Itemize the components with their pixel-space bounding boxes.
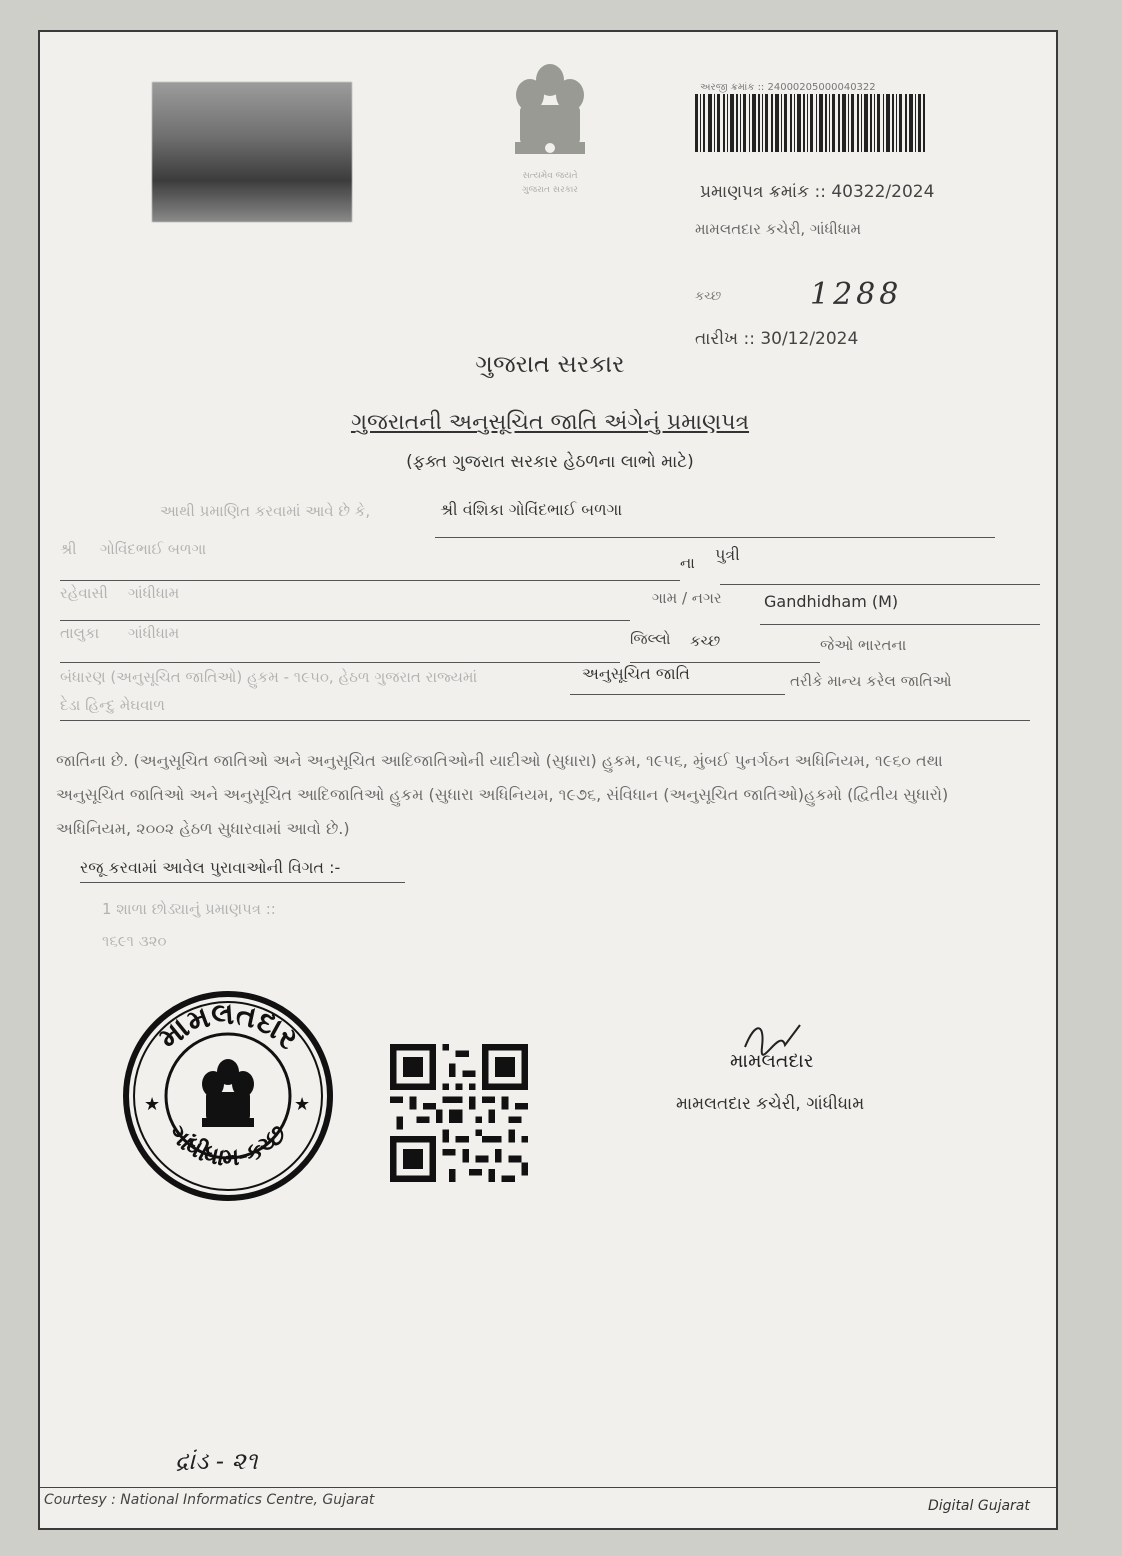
certificate-subtitle: (ફક્ત ગુજરાત સરકાર હેઠળના લાભો માટે)	[406, 452, 694, 472]
certificate-number: પ્રમાણપત્ર ક્રમાંક :: 40322/2024	[700, 182, 935, 202]
caste-name: દેડા હિન્દુ મેઘવાળ	[60, 696, 165, 714]
legal-paragraph	[56, 744, 1036, 846]
evidence-subitem: ૧૬૯૧ ૩૨૦	[102, 932, 167, 950]
svg-text:★: ★	[294, 1094, 311, 1115]
applicant-name: શ્રી વંશિકા ગોવિંદભાઈ બળગા	[440, 500, 623, 519]
svg-text:★: ★	[144, 1094, 161, 1115]
certificate-title: ગુજરાતની અનુસૂચિત જાતિ અંગેનું પ્રમાણપત્ર	[350, 410, 750, 435]
courtesy-text: Courtesy : National Informatics Centre, Gujarat	[44, 1492, 375, 1508]
certificate-page	[38, 30, 1058, 1530]
applicant-photo	[152, 82, 352, 222]
village-value: Gandhidham (M)	[764, 592, 899, 611]
signatory-title: મામલતદાર	[730, 1050, 814, 1072]
resident-label: રહેવાસી	[60, 584, 108, 602]
taluka-label: તાલુકા	[60, 624, 100, 642]
seal-top-text: મામલતદાર	[152, 996, 306, 1057]
certify-intro: આથી પ્રમાણિત કરવામાં આવે છે કે,	[160, 502, 371, 520]
signatory-office: મામલતદાર કચેરી, ગાંધીધામ	[676, 1094, 865, 1114]
father-name: ગોવિંદભાઈ બળગા	[100, 540, 207, 558]
evidence-heading: રજૂ કરવામાં આવેલ પુરાવાઓની વિગત :-	[80, 858, 341, 877]
handwritten-note: દ્રાંડ - ૨૧	[175, 1447, 258, 1475]
taluka-value: ગાંધીધામ	[128, 624, 180, 642]
relation: પુત્રી	[715, 545, 740, 564]
district-label: જિલ્લો	[630, 630, 671, 648]
caste-category: અનુસૂચિત જાતિ	[582, 664, 690, 683]
evidence-item: 1 શાળા છોડ્યાનું પ્રમાણપત્ર ::	[102, 900, 276, 918]
ashoka-emblem-icon	[495, 50, 605, 210]
recognized-text: તરીકે માન્ય કરેલ જાતિઓ	[790, 672, 952, 690]
issue-date: તારીખ :: 30/12/2024	[695, 329, 859, 349]
emblem-caption-2: ગુજરાત સરકાર	[522, 185, 578, 195]
order-text: બંધારણ (અનુસૂચિત જાતિઓ) હુકમ - ૧૯૫૦, હેઠળ ગુજરાત રાજ્યમાં	[60, 668, 478, 686]
digital-gujarat-text: Digital Gujarat	[928, 1498, 1030, 1514]
relation-prefix: ના	[680, 554, 695, 572]
emblem-caption-1: સત્યમેવ જયતે	[522, 171, 578, 181]
district-value: કચ્છ	[690, 632, 721, 650]
seal-bottom-text: ગાંધીધામ-કચ્છ	[163, 1119, 293, 1172]
issuing-office: મામલતદાર કચેરી, ગાંધીધામ	[695, 220, 862, 238]
father-prefix: શ્રી	[60, 540, 77, 558]
barcode-number: અરજી ક્રમાંક :: 24000205000040322	[700, 82, 876, 93]
para-line-3: અધિનિયમ, ૨૦૦૨ હેઠળ સુધારવામાં આવો છે.)	[56, 819, 350, 838]
who-label: જેઓ ભારતના	[820, 636, 907, 654]
register-label: કચ્છ	[695, 289, 722, 304]
para-line-2: અનુસૂચિત જાતિઓ અને અનુસૂચિત આદિજાતિઓ હુકમ (સુધારા અધિનિયમ, ૧૯૭૬, સંવિધાન (અનુસૂચિત જાતિઓ)હુકમો (દ્વિતીય સુધારો)	[56, 785, 949, 804]
qr-code-icon	[390, 1044, 528, 1182]
village-label: ગામ / નગર	[652, 589, 722, 607]
resident-value: ગાંધીધામ	[128, 584, 180, 602]
handwritten-number: 1288	[810, 277, 903, 312]
barcode-icon	[695, 94, 925, 152]
government-title: ગુજરાત સરકાર	[475, 350, 625, 378]
mamlatdar-seal-icon	[122, 990, 334, 1202]
footer-divider	[40, 1487, 1056, 1488]
para-line-1: જાતિના છે. (અનુસૂચિત જાતિઓ અને અનુસૂચિત આદિજાતિઓની યાદીઓ (સુધારા) હુકમ, ૧૯૫૬, મુંબઈ પુનર્ગઠન અધિનિયમ, ૧૯૬૦ તથા	[56, 751, 943, 770]
